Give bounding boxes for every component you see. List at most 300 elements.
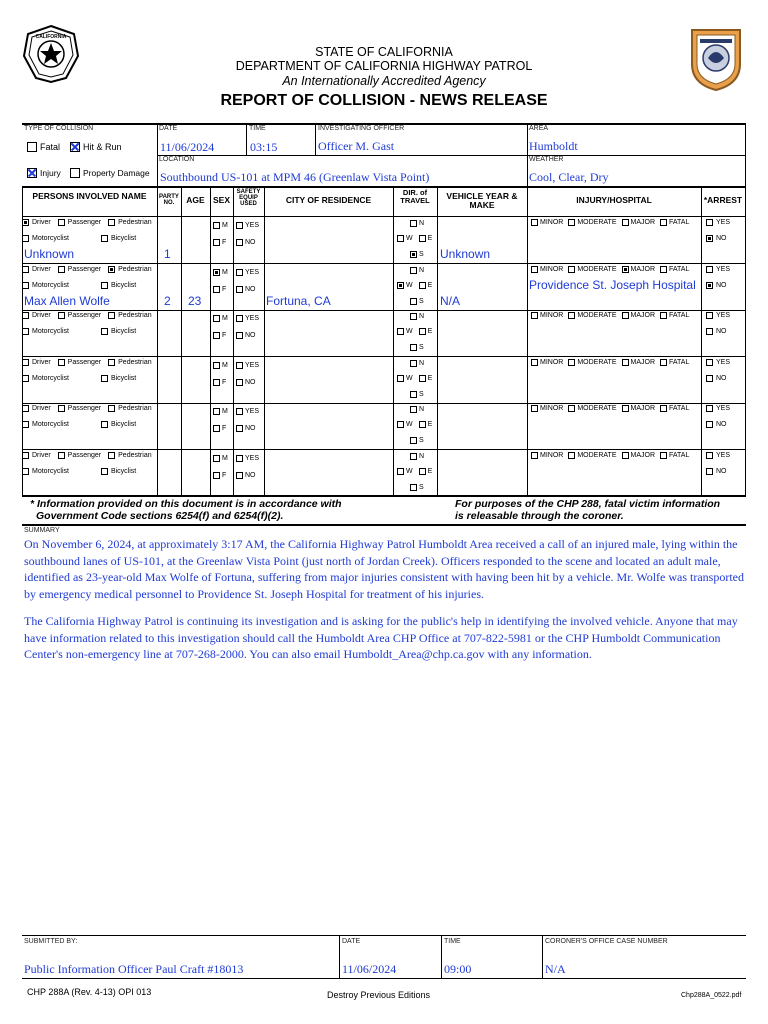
injury-minor-label: MINOR [540,405,564,412]
sex-m-checkbox[interactable] [213,315,220,322]
injury-major-checkbox[interactable] [622,312,629,319]
col-vehicle-header: VEHICLE YEAR & MAKE [446,191,518,210]
safety-yes-label: YES [245,315,260,322]
dir-w-label: W [406,328,413,335]
bicyclist-label: Bicyclist [110,282,137,289]
passenger-checkbox[interactable] [58,219,65,226]
injury-minor-label: MINOR [540,359,564,366]
dir-s-label: S [419,298,424,305]
footer-date-value: 11/06/2024 [342,962,397,976]
sex-f-label: F [222,332,227,339]
sex-f-checkbox[interactable] [213,286,220,293]
sex-m-label: M [222,315,228,322]
pedestrian-checkbox[interactable] [108,405,115,412]
arrest-no-checkbox[interactable] [706,235,713,242]
injury-major-checkbox[interactable] [622,266,629,273]
dir-e-label: E [427,468,433,475]
dir-e-checkbox[interactable] [419,282,426,289]
safety-no-checkbox[interactable] [236,472,243,479]
injury-minor-checkbox[interactable] [531,359,538,366]
dir-n-label: N [419,313,425,320]
col-city-header: CITY OF RESIDENCE [285,195,372,205]
arrest-yes-label: YES [716,219,731,226]
dir-w-checkbox[interactable] [397,282,404,289]
safety-yes-label: YES [245,362,260,369]
party-number: 1 [164,247,171,261]
motorcyclist-label: Motorcyclist [32,375,69,382]
passenger-label: Passenger [67,452,102,459]
arrest-no-label: NO [716,282,727,289]
footer-time-value: 09:00 [444,962,472,976]
officer-label: INVESTIGATING OFFICER [318,125,405,132]
sex-m-label: M [222,362,228,369]
dir-s-label: S [419,344,424,351]
arrest-no-checkbox[interactable] [706,328,713,335]
injury-fatal-label: FATAL [669,219,690,226]
date-label: DATE [159,125,178,132]
motorcyclist-label: Motorcyclist [32,282,69,289]
time-value: 03:15 [250,140,278,154]
dir-s-label: S [419,437,424,444]
officer-value: Officer M. Gast [318,139,395,153]
driver-label: Driver [32,405,51,412]
sex-f-checkbox[interactable] [213,239,220,246]
person-row [0,310,768,357]
sex-f-label: F [222,425,227,432]
dir-n-checkbox[interactable] [410,313,417,320]
hospital-name: Providence St. Joseph Hospital [529,278,696,292]
injury-minor-checkbox[interactable] [531,219,538,226]
arrest-no-label: NO [716,375,727,382]
header-block [0,45,768,111]
passenger-label: Passenger [67,219,102,226]
dir-w-checkbox[interactable] [397,468,404,475]
arrest-no-label: NO [716,468,727,475]
safety-yes-checkbox[interactable] [236,455,243,462]
arrest-no-label: NO [716,235,727,242]
time-label: TIME [249,125,266,132]
driver-label: Driver [32,312,51,319]
sex-f-checkbox[interactable] [213,332,220,339]
report-title: REPORT OF COLLISION - NEWS RELEASE [220,92,548,109]
injury-fatal-checkbox[interactable] [660,405,667,412]
safety-no-label: NO [245,286,256,293]
dir-s-label: S [419,391,424,398]
driver-label: Driver [32,219,51,226]
person-row [0,357,768,404]
dir-e-label: E [427,328,433,335]
dir-e-label: E [427,282,433,289]
coroner-note-line1: For purposes of the CHP 288, fatal victim information [455,498,721,510]
sex-m-label: M [222,408,228,415]
arrest-yes-label: YES [716,266,731,273]
dir-e-checkbox[interactable] [419,468,426,475]
state-name: STATE OF CALIFORNIA [315,45,453,59]
bicyclist-label: Bicyclist [110,235,137,242]
dir-s-label: S [419,484,424,491]
driver-checkbox[interactable] [22,312,29,319]
weather-value: Cool, Clear, Dry [529,170,609,184]
injury-moderate-label: MODERATE [577,219,617,226]
type-of-collision-label: TYPE OF COLLISION [24,125,94,132]
dir-e-checkbox[interactable] [419,375,426,382]
injury-minor-checkbox[interactable] [531,452,538,459]
arrest-no-checkbox[interactable] [706,421,713,428]
safety-yes-checkbox[interactable] [236,362,243,369]
sex-m-label: M [222,269,228,276]
injury-minor-label: MINOR [540,452,564,459]
sex-f-label: F [222,286,227,293]
injury-minor-label: MINOR [540,312,564,319]
fatal-label: Fatal [40,142,61,152]
hit-run-option[interactable] [70,142,122,152]
safety-no-label: NO [245,379,256,386]
injury-moderate-label: MODERATE [577,452,617,459]
driver-label: Driver [32,359,51,366]
hit-run-label: Hit & Run [83,142,122,152]
pedestrian-checkbox[interactable] [108,312,115,319]
arrest-no-label: NO [716,328,727,335]
department-name: DEPARTMENT OF CALIFORNIA HIGHWAY PATROL [235,59,533,73]
pedestrian-checkbox[interactable] [108,359,115,366]
safety-no-label: NO [245,425,256,432]
person-row [0,264,768,311]
sex-m-checkbox[interactable] [213,362,220,369]
safety-no-checkbox[interactable] [236,239,243,246]
vehicle-year-make: N/A [440,294,461,308]
gov-note-line2: Government Code sections 6254(f) and 6254(f)(2). [36,510,284,522]
dir-w-checkbox[interactable] [397,328,404,335]
pedestrian-checkbox[interactable] [108,266,115,273]
pedestrian-label: Pedestrian [118,266,152,273]
dir-n-checkbox[interactable] [410,453,417,460]
injury-fatal-label: FATAL [669,452,690,459]
party-number: 2 [164,294,171,308]
dir-w-label: W [406,375,413,382]
svg-text:CALIFORNIA: CALIFORNIA [35,34,67,40]
injury-minor-label: MINOR [540,219,564,226]
person-row [0,403,768,450]
sex-f-checkbox[interactable] [213,472,220,479]
injury-moderate-checkbox[interactable] [568,452,575,459]
dir-n-checkbox[interactable] [410,360,417,367]
passenger-label: Passenger [67,312,102,319]
arrest-yes-checkbox[interactable] [706,359,713,366]
bicyclist-label: Bicyclist [110,328,137,335]
injury-minor-checkbox[interactable] [531,266,538,273]
injury-major-checkbox[interactable] [622,405,629,412]
motorcyclist-checkbox[interactable] [22,375,29,382]
injury-moderate-checkbox[interactable] [568,312,575,319]
motorcyclist-checkbox[interactable] [22,282,29,289]
summary-paragraph-1: On November 6, 2024, at approximately 3:17 AM, the California Highway Patrol Humboldt Area received a call of an injured male, lying within the southbound lanes of US-101, at the Greenlaw Vista Point (just north of Jordan Creek). Officers responded to the scene and located an adult male, identified as 23-year-old Max Wolfe of Fortuna, suffering from major injuries consistent with having been hit by a vehicle. Mr. Wolfe was transported by emergency medical personnel to Providence St. Joseph Hospital for treatment of his injuries. [24,537,744,601]
dir-e-checkbox[interactable] [419,421,426,428]
injury-major-checkbox[interactable] [622,452,629,459]
arrest-no-checkbox[interactable] [706,282,713,289]
bicyclist-checkbox[interactable] [101,328,108,335]
injury-major-label: MAJOR [630,359,655,366]
dir-n-label: N [419,267,425,274]
arrest-yes-checkbox[interactable] [706,266,713,273]
summary-label: SUMMARY [24,527,60,534]
injury-major-checkbox[interactable] [622,359,629,366]
dir-n-label: N [419,453,425,460]
motorcyclist-checkbox[interactable] [22,468,29,475]
dir-n-checkbox[interactable] [410,220,417,227]
dir-w-label: W [406,468,413,475]
sex-f-label: F [222,472,227,479]
safety-no-checkbox[interactable] [236,425,243,432]
dir-s-checkbox[interactable] [410,484,417,491]
safety-no-checkbox[interactable] [236,286,243,293]
footer-time-label: TIME [444,938,461,945]
injury-major-label: MAJOR [630,266,655,273]
driver-checkbox[interactable] [22,359,29,366]
dir-n-label: N [419,406,425,413]
pedestrian-checkbox[interactable] [108,452,115,459]
injury-fatal-checkbox[interactable] [660,359,667,366]
dir-w-label: W [406,235,413,242]
motorcyclist-label: Motorcyclist [32,421,69,428]
motorcyclist-checkbox[interactable] [22,328,29,335]
injury-moderate-label: MODERATE [577,312,617,319]
safety-no-checkbox[interactable] [236,379,243,386]
property-damage-option[interactable] [70,168,150,178]
dir-w-checkbox[interactable] [397,375,404,382]
injury-moderate-checkbox[interactable] [568,266,575,273]
date-value: 11/06/2024 [160,140,215,154]
fatal-checkbox[interactable] [27,142,37,152]
sex-f-label: F [222,239,227,246]
submitted-by-value: Public Information Officer Paul Craft #18013 [24,962,244,976]
arrest-no-checkbox[interactable] [706,468,713,475]
hit-run-checkbox[interactable] [70,142,80,152]
passenger-label: Passenger [67,359,102,366]
driver-checkbox[interactable] [22,266,29,273]
arrest-yes-checkbox[interactable] [706,312,713,319]
dir-e-checkbox[interactable] [419,235,426,242]
passenger-label: Passenger [67,266,102,273]
bicyclist-label: Bicyclist [110,421,137,428]
summary-paragraph-2: The California Highway Patrol is continuing its investigation and is asking for the public's help in identifying the involved vehicle. Anyone that may have information related to this investigation should call the Humboldt Area CHP Office at 707-822-5981 or the CHP Humboldt Communication Center's non-emergency line at 707-268-2000. You can also email Humboldt_Area@chp.ca.gov with any information. [24,614,738,661]
motorcyclist-checkbox[interactable] [22,421,29,428]
dir-s-checkbox[interactable] [410,298,417,305]
passenger-checkbox[interactable] [58,359,65,366]
dir-s-checkbox[interactable] [410,437,417,444]
bicyclist-checkbox[interactable] [101,468,108,475]
bicyclist-checkbox[interactable] [101,282,108,289]
arrest-yes-label: YES [716,452,731,459]
person-age: 23 [188,294,202,308]
injury-label: Injury [40,168,61,178]
safety-yes-label: YES [245,222,260,229]
dir-e-label: E [427,421,433,428]
safety-yes-label: YES [245,455,260,462]
bicyclist-label: Bicyclist [110,375,137,382]
col-safety-header: SAFETY EQUIP USED [236,189,261,207]
col-party-header: PARTY NO. [159,194,179,206]
agency-tagline: An Internationally Accredited Agency [282,74,486,88]
government-code-note [30,498,342,522]
injury-minor-checkbox[interactable] [531,312,538,319]
dir-e-label: E [427,235,433,242]
motorcyclist-label: Motorcyclist [32,468,69,475]
injury-checkbox[interactable] [27,168,37,178]
injury-option[interactable] [27,168,61,178]
bicyclist-checkbox[interactable] [101,375,108,382]
safety-yes-label: YES [245,408,260,415]
fatal-option[interactable] [27,142,60,152]
safety-yes-checkbox[interactable] [236,408,243,415]
dir-n-label: N [419,220,425,227]
property-damage-checkbox[interactable] [70,168,80,178]
file-name: Chp288A_0522.pdf [681,992,742,999]
injury-fatal-label: FATAL [669,266,690,273]
dir-e-checkbox[interactable] [419,328,426,335]
person-row [0,450,768,497]
sex-m-checkbox[interactable] [213,408,220,415]
destroy-previous-editions: Destroy Previous Editions [327,990,431,1000]
sex-f-checkbox[interactable] [213,379,220,386]
coroner-note [455,498,720,522]
col-dir-header: DIR. of TRAVEL [400,188,430,205]
arrest-yes-label: YES [716,405,731,412]
dir-w-label: W [406,282,413,289]
vehicle-year-make: Unknown [440,247,491,261]
form-id: CHP 288A (Rev. 4-13) OPI 013 [27,987,152,997]
area-value: Humboldt [529,139,578,153]
injury-moderate-label: MODERATE [577,359,617,366]
safety-no-label: NO [245,239,256,246]
arrest-no-label: NO [716,421,727,428]
passenger-checkbox[interactable] [58,405,65,412]
pedestrian-label: Pedestrian [118,312,152,319]
sex-m-label: M [222,455,228,462]
location-value: Southbound US-101 at MPM 46 (Greenlaw Vista Point) [160,170,430,184]
safety-yes-checkbox[interactable] [236,315,243,322]
weather-label: WEATHER [529,156,564,163]
person-name: Max Allen Wolfe [24,294,110,308]
safety-yes-checkbox[interactable] [236,269,243,276]
location-label: LOCATION [159,156,195,163]
injury-major-label: MAJOR [630,452,655,459]
passenger-label: Passenger [67,405,102,412]
submitted-by-label: SUBMITTED BY: [24,938,78,945]
driver-checkbox[interactable] [22,219,29,226]
safety-yes-label: YES [245,269,260,276]
safety-no-label: NO [245,332,256,339]
arrest-yes-label: YES [716,359,731,366]
injury-minor-label: MINOR [540,266,564,273]
sex-m-checkbox[interactable] [213,269,220,276]
injury-fatal-checkbox[interactable] [660,312,667,319]
arrest-yes-checkbox[interactable] [706,219,713,226]
arrest-yes-label: YES [716,312,731,319]
sex-m-label: M [222,222,228,229]
injury-fatal-label: FATAL [669,359,690,366]
bicyclist-label: Bicyclist [110,468,137,475]
bicyclist-checkbox[interactable] [101,235,108,242]
dir-n-checkbox[interactable] [410,406,417,413]
pedestrian-label: Pedestrian [118,452,152,459]
injury-moderate-checkbox[interactable] [568,219,575,226]
arrest-no-checkbox[interactable] [706,375,713,382]
motorcyclist-label: Motorcyclist [32,235,69,242]
person-row [0,217,768,264]
safety-yes-checkbox[interactable] [236,222,243,229]
injury-fatal-checkbox[interactable] [660,266,667,273]
injury-major-label: MAJOR [630,219,655,226]
dir-s-label: S [419,251,424,258]
dir-n-checkbox[interactable] [410,267,417,274]
injury-moderate-label: MODERATE [577,405,617,412]
driver-label: Driver [32,266,51,273]
dir-s-checkbox[interactable] [410,391,417,398]
sex-f-checkbox[interactable] [213,425,220,432]
driver-checkbox[interactable] [22,405,29,412]
safety-no-label: NO [245,472,256,479]
dir-s-checkbox[interactable] [410,251,417,258]
injury-minor-checkbox[interactable] [531,405,538,412]
injury-fatal-label: FATAL [669,405,690,412]
col-age-header: AGE [186,195,205,205]
sex-m-checkbox[interactable] [213,455,220,462]
injury-major-label: MAJOR [630,312,655,319]
pedestrian-label: Pedestrian [118,359,152,366]
safety-no-checkbox[interactable] [236,332,243,339]
motorcyclist-checkbox[interactable] [22,235,29,242]
arrest-yes-checkbox[interactable] [706,405,713,412]
passenger-checkbox[interactable] [58,312,65,319]
dir-w-checkbox[interactable] [397,421,404,428]
injury-moderate-checkbox[interactable] [568,359,575,366]
driver-label: Driver [32,452,51,459]
pedestrian-label: Pedestrian [118,405,152,412]
injury-moderate-checkbox[interactable] [568,405,575,412]
driver-checkbox[interactable] [22,452,29,459]
passenger-checkbox[interactable] [58,266,65,273]
col-arrest-header: *ARREST [703,195,743,205]
city-of-residence: Fortuna, CA [266,294,331,308]
dir-w-checkbox[interactable] [397,235,404,242]
col-persons-header: PERSONS INVOLVED NAME [32,191,147,201]
injury-major-checkbox[interactable] [622,219,629,226]
col-sex-header: SEX [212,195,230,205]
dir-n-label: N [419,360,425,367]
dir-s-checkbox[interactable] [410,344,417,351]
area-label: AREA [529,125,549,132]
person-name: Unknown [24,247,75,261]
passenger-checkbox[interactable] [58,452,65,459]
coroner-case-value: N/A [545,962,566,976]
coroner-case-label: CORONER'S OFFICE CASE NUMBER [545,938,668,945]
injury-fatal-checkbox[interactable] [660,219,667,226]
col-injury-header: INJURY/HOSPITAL [576,195,652,205]
injury-moderate-label: MODERATE [577,266,617,273]
injury-fatal-checkbox[interactable] [660,452,667,459]
coroner-note-line2: is releasable through the coroner. [455,510,624,522]
pedestrian-label: Pedestrian [118,219,152,226]
bicyclist-checkbox[interactable] [101,421,108,428]
pedestrian-checkbox[interactable] [108,219,115,226]
motorcyclist-label: Motorcyclist [32,328,69,335]
arrest-yes-checkbox[interactable] [706,452,713,459]
dir-e-label: E [427,375,433,382]
gov-note-line1: * Information provided on this document is in accordance with [30,498,342,510]
sex-m-checkbox[interactable] [213,222,220,229]
sex-f-label: F [222,379,227,386]
injury-fatal-label: FATAL [669,312,690,319]
